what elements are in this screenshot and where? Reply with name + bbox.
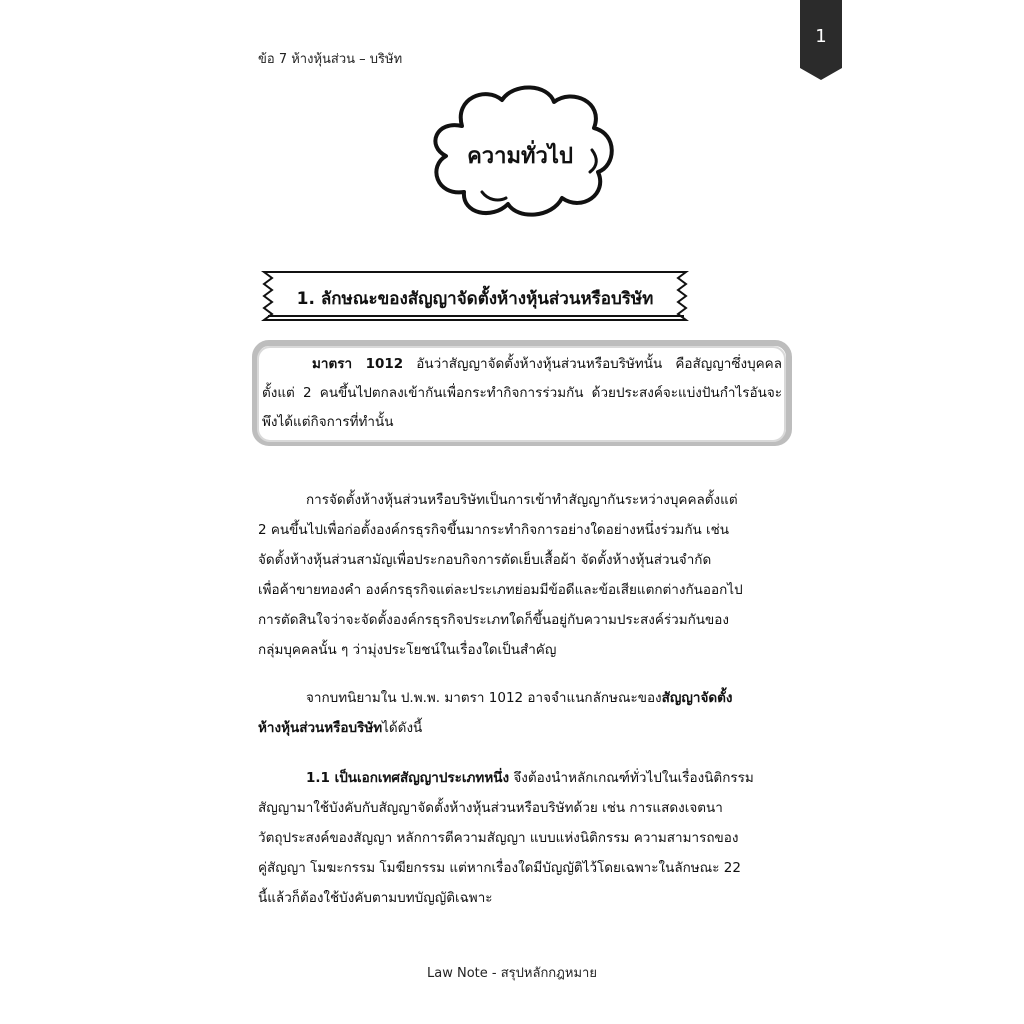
para1-line: เพื่อค้าขายทองคำ องค์กรธุรกิจแต่ละประเภทย่อมมีข้อดีและข้อเสียแตกต่างกันออกไป bbox=[258, 582, 743, 598]
section-title: 1. ลักษณะของสัญญาจัดตั้งห้างหุ้นส่วนหรือบริษัท bbox=[296, 289, 654, 309]
para3-line: สัญญามาใช้บังคับกับสัญญาจัดตั้งห้างหุ้นส่วนหรือบริษัทด้วย เช่น การแสดงเจตนา bbox=[258, 800, 723, 816]
statute-quote-text bbox=[262, 350, 782, 437]
page-footer: Law Note - สรุปหลักกฎหมาย bbox=[427, 966, 597, 981]
para2-text: จากบทนิยามใน ป.พ.พ. มาตรา 1012 อาจจำแนกลักษณะของ bbox=[306, 690, 662, 706]
statute-body: อันว่าสัญญาจัดตั้งห้างหุ้นส่วนหรือบริษัทนั้น คือสัญญาซึ่งบุคคลตั้งแต่ 2 คนขึ้นไปตกลงเข้ากันเพื่อกระทำกิจการร่วมกัน ด้วยประสงค์จะแบ่งปันกำไรอันจะพึงได้แต่กิจการที่ทำนั้น bbox=[262, 356, 782, 430]
para1-line: กลุ่มบุคคลนั้น ๆ ว่ามุ่งประโยชน์ในเรื่องใดเป็นสำคัญ bbox=[258, 642, 557, 658]
para2-line bbox=[258, 716, 788, 738]
statute-number: มาตรา 1012 bbox=[312, 356, 404, 372]
para3-line: คู่สัญญา โมฆะกรรม โมฆียกรรม แต่หากเรื่องใดมีบัญญัติไว้โดยเฉพาะในลักษณะ 22 bbox=[258, 860, 741, 876]
para2-line bbox=[306, 686, 788, 708]
para3-line: นี้แล้วก็ต้องใช้บังคับตามบทบัญญัติเฉพาะ bbox=[258, 890, 493, 906]
page-number-tab bbox=[800, 0, 842, 80]
para2-text: ได้ดังนี้ bbox=[382, 720, 423, 736]
running-head: ข้อ 7 ห้างหุ้นส่วน – บริษัท bbox=[258, 52, 403, 67]
statute-quote-box bbox=[252, 340, 792, 446]
para3-line bbox=[306, 766, 788, 788]
page-number: 1 bbox=[815, 26, 827, 47]
subsection-heading: 1.1 เป็นเอกเทศสัญญาประเภทหนึ่ง bbox=[306, 770, 510, 786]
para1-line: การจัดตั้งห้างหุ้นส่วนหรือบริษัทเป็นการเข้าทำสัญญากันระหว่างบุคคลตั้งแต่ bbox=[306, 492, 738, 508]
para2-bold: ห้างหุ้นส่วนหรือบริษัท bbox=[258, 720, 383, 736]
chapter-title: ความทั่วไป bbox=[467, 144, 573, 169]
para1-line: การตัดสินใจว่าจะจัดตั้งองค์กรธุรกิจประเภทใดก็ขึ้นอยู่กับความประสงค์ร่วมกันของ bbox=[258, 612, 729, 628]
para2-bold: สัญญาจัดตั้ง bbox=[661, 690, 733, 706]
para3-text: จึงต้องนำหลักเกณฑ์ทั่วไปในเรื่องนิติกรรม bbox=[509, 770, 754, 786]
para3-line: วัตถุประสงค์ของสัญญา หลักการตีความสัญญา แบบแห่งนิติกรรม ความสามารถของ bbox=[258, 830, 739, 846]
chapter-title-cloud bbox=[422, 80, 618, 220]
para1-line: จัดตั้งห้างหุ้นส่วนสามัญเพื่อประกอบกิจการตัดเย็บเสื้อผ้า จัดตั้งห้างหุ้นส่วนจำกัด bbox=[258, 552, 712, 568]
section-title-ribbon bbox=[258, 270, 692, 322]
para1-line: 2 คนขึ้นไปเพื่อก่อตั้งองค์กรธุรกิจขึ้นมากระทำกิจการอย่างใดอย่างหนึ่งร่วมกัน เช่น bbox=[258, 522, 730, 538]
